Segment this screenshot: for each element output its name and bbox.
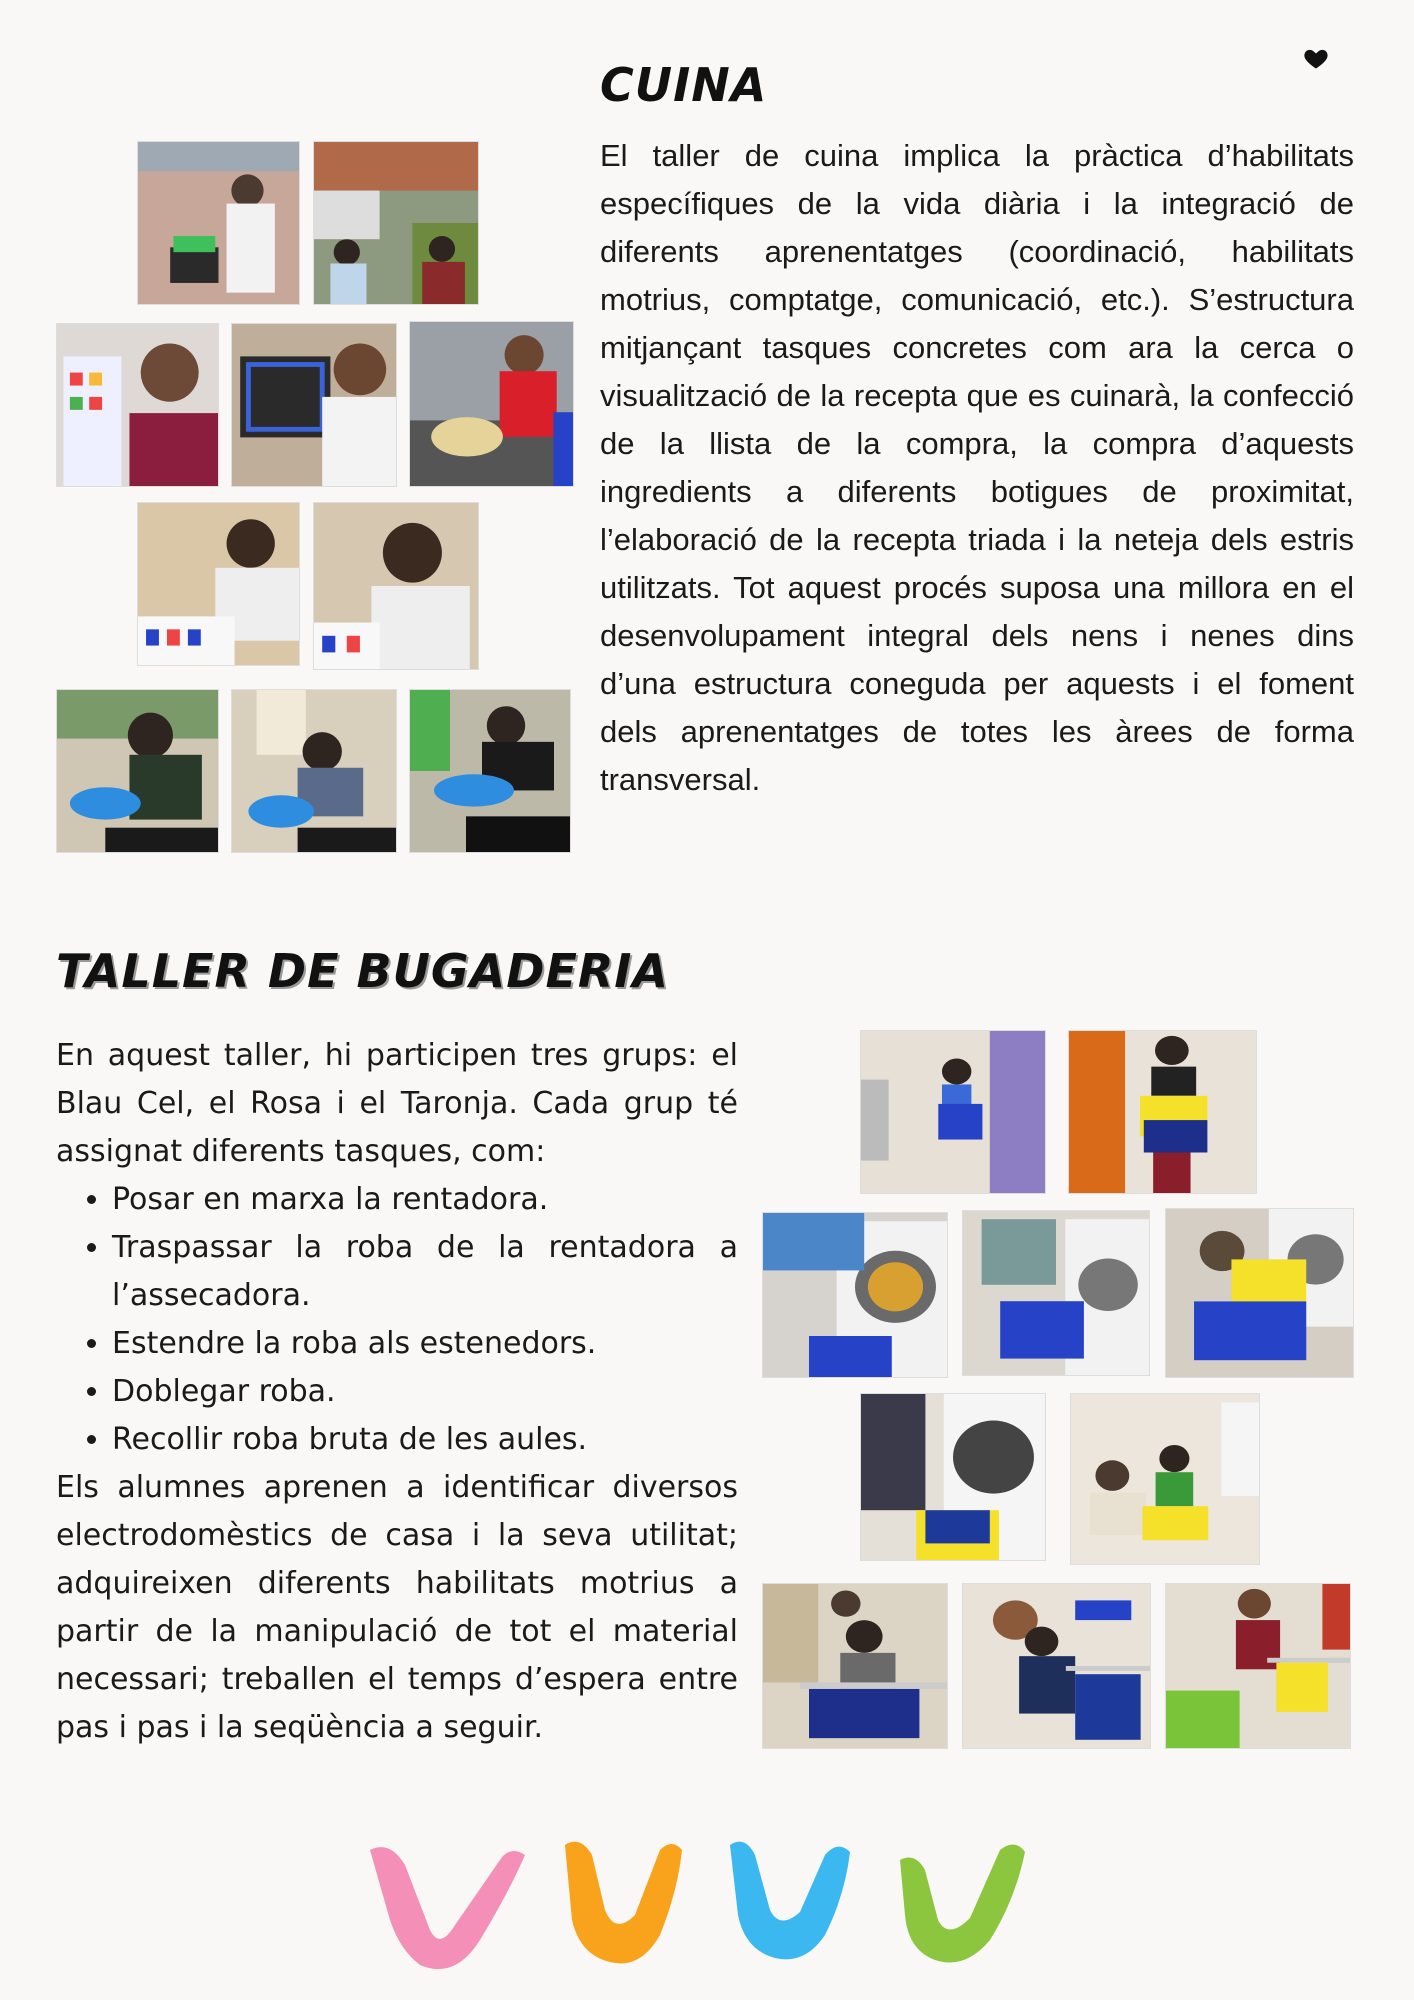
photo-corridor-basket <box>860 1030 1046 1194</box>
decorative-paint-strokes <box>360 1830 1060 1980</box>
photo-blue-tray-1 <box>56 689 219 853</box>
photo-walking-sidewalk <box>313 141 479 305</box>
list-item: • Posar en marxa la rentadora. <box>112 1176 738 1224</box>
photo-folding-laundry <box>1070 1393 1260 1565</box>
photo-washing-machine-3 <box>1165 1208 1354 1378</box>
photo-shopping-basket <box>231 323 397 487</box>
bugaderia-task-list <box>56 1176 738 1464</box>
photo-door-yellow-clothes <box>1068 1030 1257 1194</box>
cuina-heading: CUINA <box>600 58 768 112</box>
paint-stroke-pink-icon <box>370 1847 525 1969</box>
photo-recipe-card <box>56 323 219 487</box>
photo-counting-worksheet-1 <box>137 502 300 666</box>
photo-washing-machine-4 <box>860 1393 1046 1561</box>
photo-drying-rack-2 <box>962 1583 1151 1749</box>
photo-washing-machine-2 <box>962 1210 1150 1376</box>
photo-drying-rack-3 <box>1165 1583 1351 1749</box>
photo-blue-tray-2 <box>231 689 397 853</box>
heart-icon <box>1302 44 1330 72</box>
list-item: • Recollir roba bruta de les aules. <box>112 1416 738 1464</box>
list-item: • Doblegar roba. <box>112 1368 738 1416</box>
paint-stroke-orange-icon <box>565 1842 682 1964</box>
photo-drying-rack-1 <box>762 1583 948 1749</box>
photo-blue-tray-3 <box>409 689 571 853</box>
photo-counting-worksheet-2 <box>313 502 479 670</box>
photo-washing-machine-1 <box>762 1212 948 1378</box>
paint-stroke-blue-icon <box>730 1842 850 1960</box>
paint-stroke-green-icon <box>900 1844 1025 1962</box>
cuina-paragraph: El taller de cuina implica la pràctica d’habilitats específiques de la vida diària i la integració de diferents aprenentatges (coordinació, habilitats motrius, comptatge, comunicació, etc.). S’estructura mitjançant tasques concretes com ara la cerca o visualització de la recepta que es cuinarà, la confecció de la llista de la compra, la compra d’aquests ingredients a diferents botigues de proximitat, l’elaboració de la recepta triada i la neteja dels estris utilitzats. Tot aquest procés suposa una millora en el desenvolupament integral dels nens i nenes dins d’una estructura coneguda per aquests i el foment dels aprenentatges de totes les àrees de forma transversal. <box>600 138 1354 797</box>
list-item: • Estendre la roba als estenedors. <box>112 1320 738 1368</box>
photo-supermarket-checkout <box>409 321 574 487</box>
bugaderia-heading: TALLER DE BUGADERIA <box>56 944 670 998</box>
bugaderia-outro: Els alumnes aprenen a identificar diversos electrodomèstics de casa i la seva utilitat; adquireixen diferents habilitats motrius a partir de la manipulació de tot el material necessari; treballen el temps d’espera entre pas i pas i la seqüència a seguir. <box>56 1470 738 1745</box>
photo-street-shopping-cart <box>137 141 300 305</box>
bugaderia-intro: En aquest taller, hi participen tres grups: el Blau Cel, el Rosa i el Taronja. Cada grup té assignat diferents tasques, com: <box>56 1038 738 1169</box>
list-item: • Traspassar la roba de la rentadora a l’assecadora. <box>112 1224 738 1320</box>
